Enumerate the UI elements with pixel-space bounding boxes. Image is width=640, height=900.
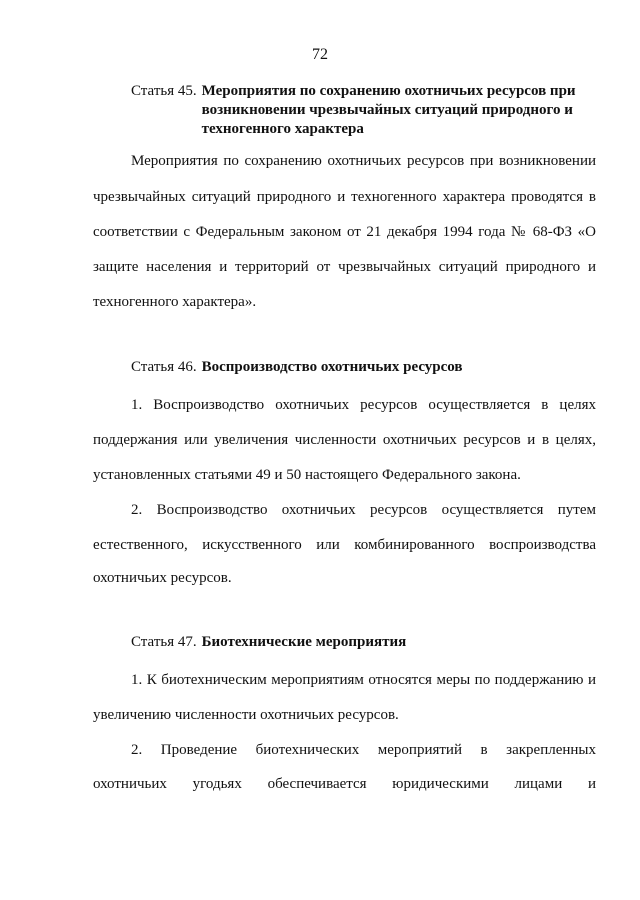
article-47-line-1: 1. К биотехническим мероприятиям относятся меры по поддержанию и xyxy=(131,672,596,688)
article-46-number: Статья 46. xyxy=(131,359,197,375)
article-46-line-4: 2. Воспроизводство охотничьих ресурсов осуществляется путем xyxy=(131,502,596,518)
article-45-line-3: соответствии с Федеральным законом от 21 декабря 1994 года № 68-ФЗ «О xyxy=(93,224,596,240)
article-47-heading xyxy=(131,633,601,652)
article-45-line-4: защите населения и территорий от чрезвычайных ситуаций природного и xyxy=(93,259,596,275)
article-46-line-5: естественного, искусственного или комбинированного воспроизводства xyxy=(93,537,596,553)
article-47-number: Статья 47. xyxy=(131,634,197,650)
article-46-heading xyxy=(131,358,601,377)
article-45-line-5: техногенного характера». xyxy=(93,294,257,310)
article-46-line-3: установленных статьями 49 и 50 настоящего Федерального закона. xyxy=(93,467,521,483)
article-45-title: Мероприятия по сохранению охотничьих ресурсов при возникновении чрезвычайных ситуаций природного и техногенного характера xyxy=(201,83,576,137)
article-45-line-1: Мероприятия по сохранению охотничьих ресурсов при возникновении xyxy=(131,153,596,169)
article-45-line-2: чрезвычайных ситуаций природного и техногенного характера проводятся в xyxy=(93,189,596,205)
article-45-heading xyxy=(131,82,601,139)
article-46-line-1: 1. Воспроизводство охотничьих ресурсов осуществляется в целях xyxy=(131,397,596,413)
article-47-title: Биотехнические мероприятия xyxy=(201,634,407,650)
page-number: 72 xyxy=(312,46,328,63)
article-45-number: Статья 45. xyxy=(131,83,197,99)
article-46-line-6: охотничьих ресурсов. xyxy=(93,570,232,586)
article-46-title: Воспроизводство охотничьих ресурсов xyxy=(201,359,463,375)
article-47-line-2: увеличению численности охотничьих ресурсов. xyxy=(93,707,399,723)
article-47-line-3: 2. Проведение биотехнических мероприятий в закрепленных xyxy=(131,742,596,758)
article-46-line-2: поддержания или увеличения численности охотничьих ресурсов и в целях, xyxy=(93,432,596,448)
article-47-line-4: охотничьих угодьях обеспечивается юридическими лицами и xyxy=(93,776,596,792)
